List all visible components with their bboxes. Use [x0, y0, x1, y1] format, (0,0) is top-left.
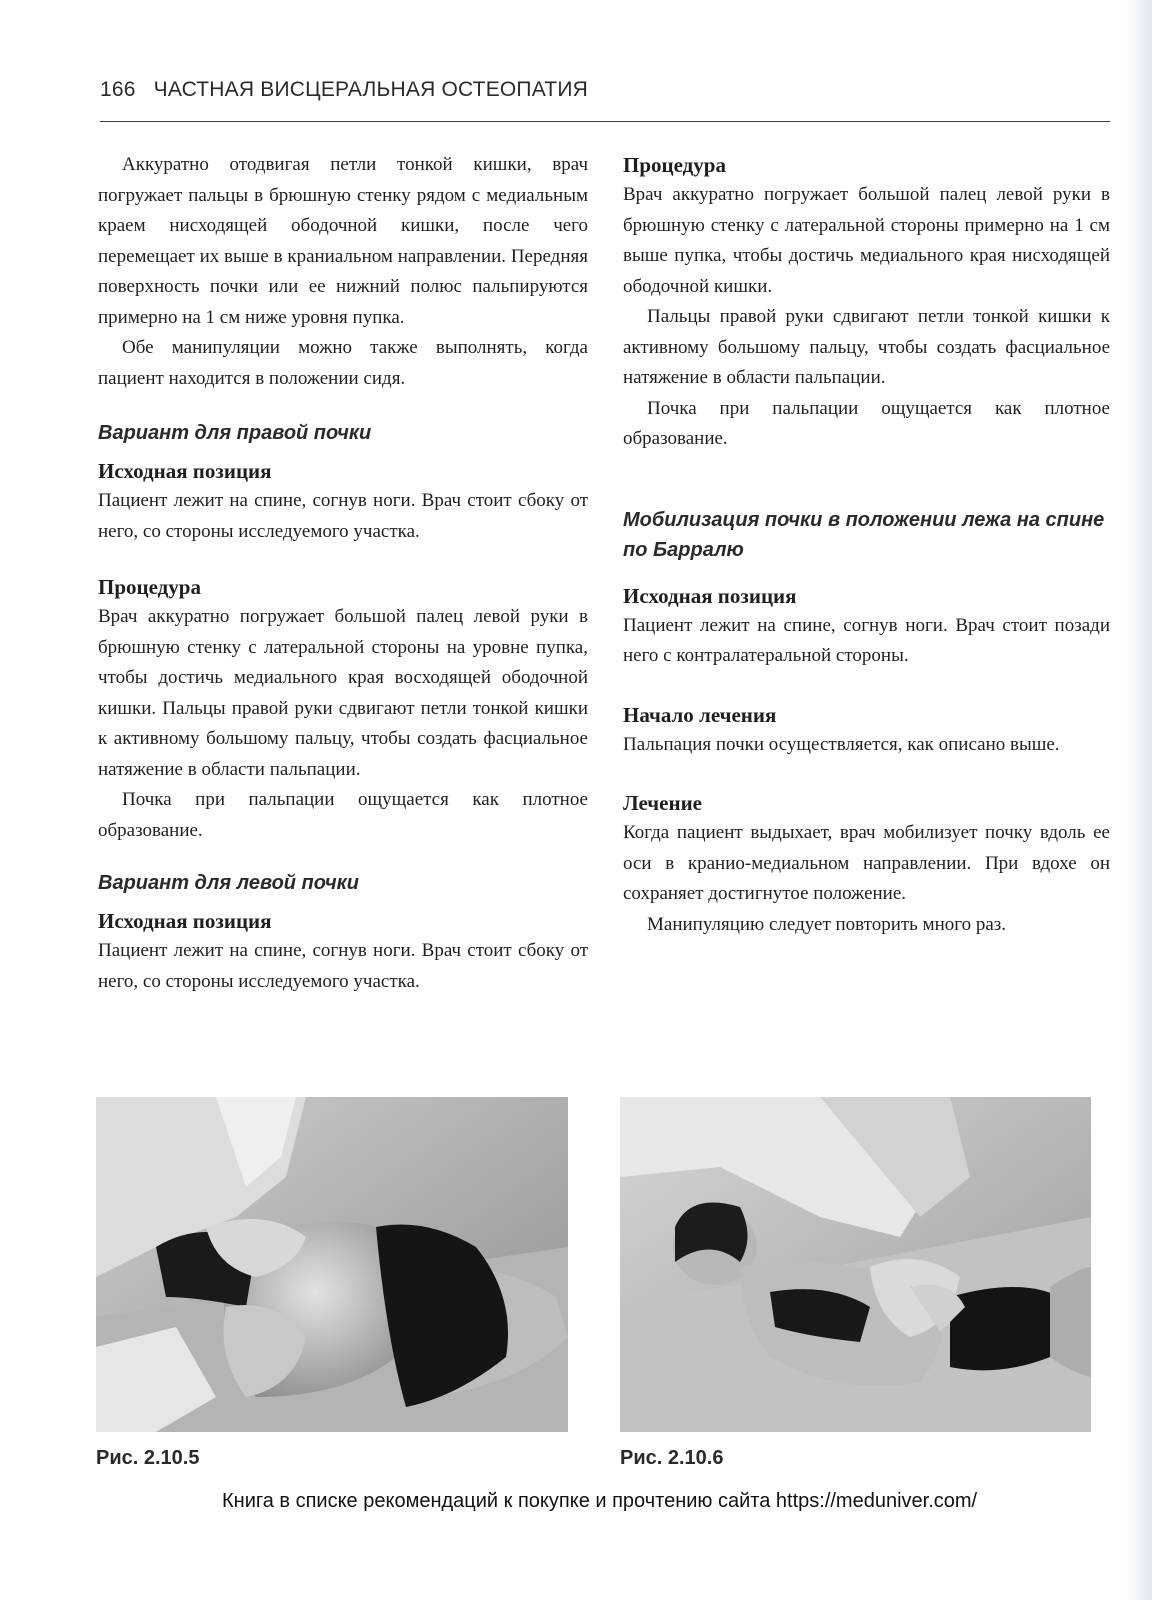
footer-note: Книга в списке рекомендаций к покупке и прочтению сайта https://meduniver.com/ — [222, 1490, 978, 1512]
treatment-start-text: Пальпация почки осуществляется, как описано выше. — [623, 733, 1060, 755]
figure-photo-right-kidney-palpation — [96, 1097, 568, 1432]
right-kidney-procedure-heading: Процедура — [98, 575, 201, 599]
right-kidney-procedure-text: Врач аккуратно погружает большой палец левой руки в брюшную стенку с латеральной стороны на уровне пупка, чтобы достичь медиального края восходящей ободочной кишки. Пальцы правой руки сдвигают петли тонкой кишки к активному большому пальцу, чтобы создать фасциальное натяжение в области пальпации. — [98, 606, 588, 780]
page-number: 166 — [100, 78, 136, 101]
intro-paragraph: Аккуратно отодвигая петли тонкой кишки, врач погружает пальцы в брюшную стенку рядом с медиальным краем нисходящей ободочной кишки, после чего перемещает их выше в краниальном направлении. Передняя поверхность почки или ее нижний полюс пальпируются примерно на 1 см ниже уровня пупка. — [98, 154, 588, 328]
running-header — [100, 78, 1110, 102]
right-kidney-palpation-text: Почка при пальпации ощущается как плотное образование. — [98, 789, 588, 841]
right-kidney-start-heading: Исходная позиция — [98, 459, 272, 483]
treatment-start-heading: Начало лечения — [623, 702, 777, 727]
procedure-text: Врач аккуратно погружает большой палец левой руки в брюшную стенку с латеральной стороны примерно на 1 см выше пупка, чтобы достичь медиального края нисходящей ободочной кишки. — [623, 184, 1110, 297]
figure-caption-left: Рис. 2.10.5 — [96, 1447, 200, 1469]
left-kidney-start-text: Пациент лежит на спине, согнув ноги. Врач стоит сбоку от него, со стороны исследуемого участка. — [98, 940, 588, 992]
header-rule — [100, 121, 1110, 122]
left-column — [98, 150, 588, 997]
mobilization-start-heading: Исходная позиция — [623, 583, 797, 608]
mobilization-start-text: Пациент лежит на спине, согнув ноги. Врач стоит позади него с контралатеральной стороны. — [623, 614, 1110, 666]
left-kidney-start-heading: Исходная позиция — [98, 909, 272, 933]
sitting-paragraph: Обе манипуляции можно также выполнять, когда пациент находится в положении сидя. — [98, 337, 588, 389]
repeat-text: Манипуляцию следует повторить много раз. — [647, 913, 1007, 935]
page-edge-shadow — [1126, 0, 1152, 1600]
right-kidney-heading: Вариант для правой почки — [98, 422, 372, 444]
photo-grayscale-illustration-2 — [620, 1097, 1091, 1432]
right-kidney-start-text: Пациент лежит на спине, согнув ноги. Врач стоит сбоку от него, со стороны исследуемого участка. — [98, 490, 588, 542]
figure-caption-right: Рис. 2.10.6 — [620, 1447, 724, 1469]
treatment-text: Когда пациент выдыхает, врач мобилизует почку вдоль ее оси в кранио-медиальном направлении. При вдохе он сохраняет достигнутое положение. — [623, 822, 1110, 904]
photo-grayscale-illustration — [96, 1097, 568, 1432]
figure-photo-barral-mobilization — [620, 1097, 1091, 1432]
right-column — [623, 150, 1110, 940]
treatment-heading: Лечение — [623, 791, 702, 815]
fingers-text: Пальцы правой руки сдвигают петли тонкой кишки к активному большому пальцу, чтобы создать фасциальное натяжение в области пальпации. — [623, 306, 1110, 388]
left-kidney-heading: Вариант для левой почки — [98, 872, 360, 894]
procedure-heading: Процедура — [623, 153, 726, 177]
mobilization-heading: Мобилизация почки в положении лежа на спине по Барралю — [623, 508, 1105, 561]
palpation-text: Почка при пальпации ощущается как плотное образование. — [623, 397, 1110, 449]
chapter-title: ЧАСТНАЯ ВИСЦЕРАЛЬНАЯ ОСТЕОПАТИЯ — [153, 78, 588, 101]
